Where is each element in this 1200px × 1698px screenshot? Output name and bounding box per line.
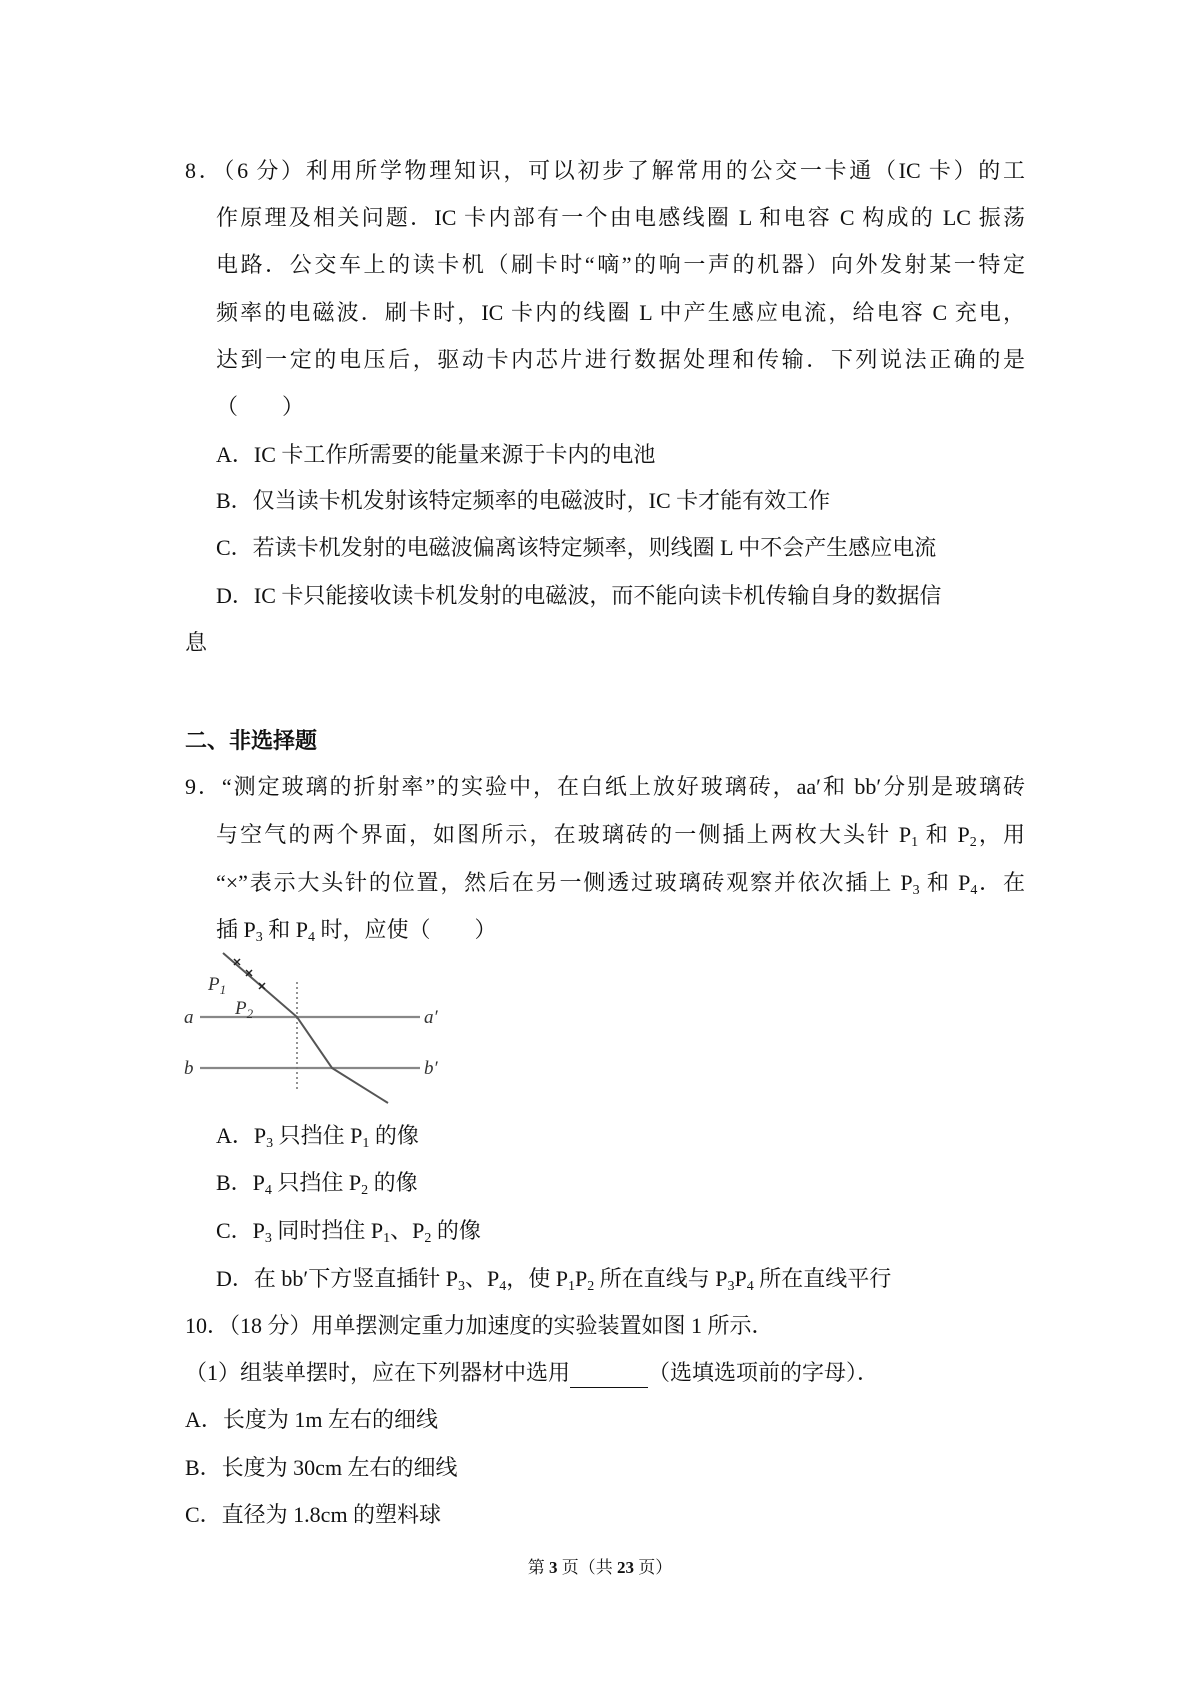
label-a: a [184,1007,194,1028]
text-run: 只挡住 P [273,1123,363,1148]
text-line [185,1312,774,1340]
text-run: C．若读卡机发射的电磁波偏离该特定频率，则线圈 L 中不会产生感应电流 [216,535,937,560]
text-run: 和 P [919,870,971,895]
text-line [185,1454,458,1482]
text-line [185,629,207,657]
text-run: ．在 [977,870,1025,895]
page-footer [0,1553,1200,1578]
text-run: “×”表示大头针的位置，然后在另一侧透过玻璃砖观察并依次插上 P [216,870,913,895]
text-line [216,1122,419,1150]
footer-middle: 页（共 [557,1558,617,1577]
text-line [185,1359,879,1387]
text-run: 和 P [918,822,970,847]
text-run: 、P [390,1218,425,1243]
text-line [185,1501,441,1529]
text-line [185,1406,438,1434]
label-b: b [184,1058,194,1079]
subscript: 3 [264,1231,272,1246]
subscript: 4 [499,1279,507,1294]
subscript: 4 [264,1183,272,1198]
text-run: 与空气的两个界面，如图所示，在玻璃砖的一侧插上两枚大头针 P [216,822,912,847]
page-number: 3 [549,1558,558,1577]
text-run: A．P [216,1123,267,1148]
subscript: 3 [255,930,263,945]
text-run: 所在直线平行 [753,1266,892,1291]
subscript: 1 [567,1279,575,1294]
text-line [216,1217,481,1245]
text-line [216,393,304,421]
text-run: 息 [185,630,208,655]
answer-blank[interactable] [570,1359,648,1388]
text-line [216,1169,418,1197]
footer-suffix: 页） [634,1558,673,1577]
text-run: C．P [216,1218,265,1243]
text-run: ，使 P [506,1266,568,1291]
text-run: 的像 [368,1170,418,1195]
subscript: 2 [424,1231,432,1246]
label-b-prime: b′ [424,1058,438,1079]
text-run: 同时挡住 P [271,1218,384,1243]
text-run: B．P [216,1170,265,1195]
subscript: 2 [587,1279,595,1294]
text-line [216,441,655,469]
label-p1: $P_1$ [208,974,227,997]
text-run: 的像 [369,1123,419,1148]
total-pages: 23 [617,1558,634,1577]
text-run: 二、非选择题 [185,728,318,753]
text-line [216,204,1025,232]
text-run: 所在直线与 P [594,1266,728,1291]
text-line [216,869,1025,897]
subscript: 4 [746,1279,754,1294]
subscript: 3 [266,1136,274,1151]
subscript: 2 [361,1183,369,1198]
text-run: A．长度为 1m 左右的细线 [185,1407,439,1432]
text-line [185,157,1025,185]
text-run: （1）组装单摆时，应在下列器材中选用 [185,1360,571,1385]
text-run: D．在 bb′下方竖直插针 P [216,1266,458,1291]
text-line [216,821,1025,849]
text-run: 插 P [216,917,256,942]
text-line [216,487,830,515]
text-run: 和 P [262,917,308,942]
text-run: （ ） [216,394,305,419]
text-line [185,773,1025,801]
footer-prefix: 第 [527,1558,549,1577]
text-run: 达到一定的电压后，驱动卡内芯片进行数据处理和传输．下列说法正确的是 [216,347,1025,372]
text-run: 8．（6 分）利用所学物理知识，可以初步了解常用的公交一卡通（IC 卡）的工 [185,158,1025,183]
subscript: 3 [457,1279,465,1294]
text-run: C．直径为 1.8cm 的塑料球 [185,1502,442,1527]
text-run: 频率的电磁波．刷卡时，IC 卡内的线圈 L 中产生感应电流，给电容 C 充电， [216,300,1025,325]
text-line [216,1265,891,1293]
text-run: D．IC 卡只能接收读卡机发射的电磁波，而不能向读卡机传输自身的数据信 [216,583,942,608]
text-run: 、P [464,1266,500,1291]
text-line [216,299,1025,327]
text-run: 9．“测定玻璃的折射率”的实验中，在白纸上放好玻璃砖，aa′和 bb′分别是玻璃砖 [185,774,1025,799]
text-run: B．长度为 30cm 左右的细线 [185,1455,458,1480]
subscript: 2 [969,835,977,849]
refraction-diagram [180,945,440,1120]
text-run: B．仅当读卡机发射该特定频率的电磁波时，IC 卡才能有效工作 [216,488,831,513]
subscript: 3 [727,1279,735,1294]
text-run: （选填选项前的字母）． [648,1360,880,1385]
text-line [216,346,1025,374]
text-run: 作原理及相关问题．IC 卡内部有一个由电感线圈 L 和电容 C 构成的 LC 振荡 [216,205,1025,230]
section-heading [185,727,317,755]
text-run: P [574,1266,588,1291]
subscript: 1 [383,1231,391,1246]
text-line [216,916,497,944]
text-line [216,534,936,562]
subscript: 3 [912,883,920,897]
subscript: 1 [911,835,919,849]
pin-markers [234,959,265,989]
text-line [216,582,941,610]
text-line [216,251,1025,279]
text-run: 时，应使（ ） [315,917,497,942]
text-run: ，用 [976,822,1025,847]
subscript: 4 [308,930,315,945]
text-run: A．IC 卡工作所需要的能量来源于卡内的电池 [216,442,656,467]
label-a-prime: a′ [424,1007,438,1028]
text-run: 只挡住 P [271,1170,362,1195]
text-run: 的像 [431,1218,481,1243]
text-run: P [734,1266,747,1291]
light-ray [223,953,388,1103]
text-run: 电路．公交车上的读卡机（刷卡时“嘀”的响一声的机器）向外发射某一特定 [216,252,1025,277]
label-p2: $P_2$ [235,998,254,1021]
subscript: 4 [970,883,978,897]
text-run: 10．（18 分）用单摆测定重力加速度的实验装置如图 1 所示． [185,1313,774,1338]
subscript: 1 [362,1136,370,1151]
